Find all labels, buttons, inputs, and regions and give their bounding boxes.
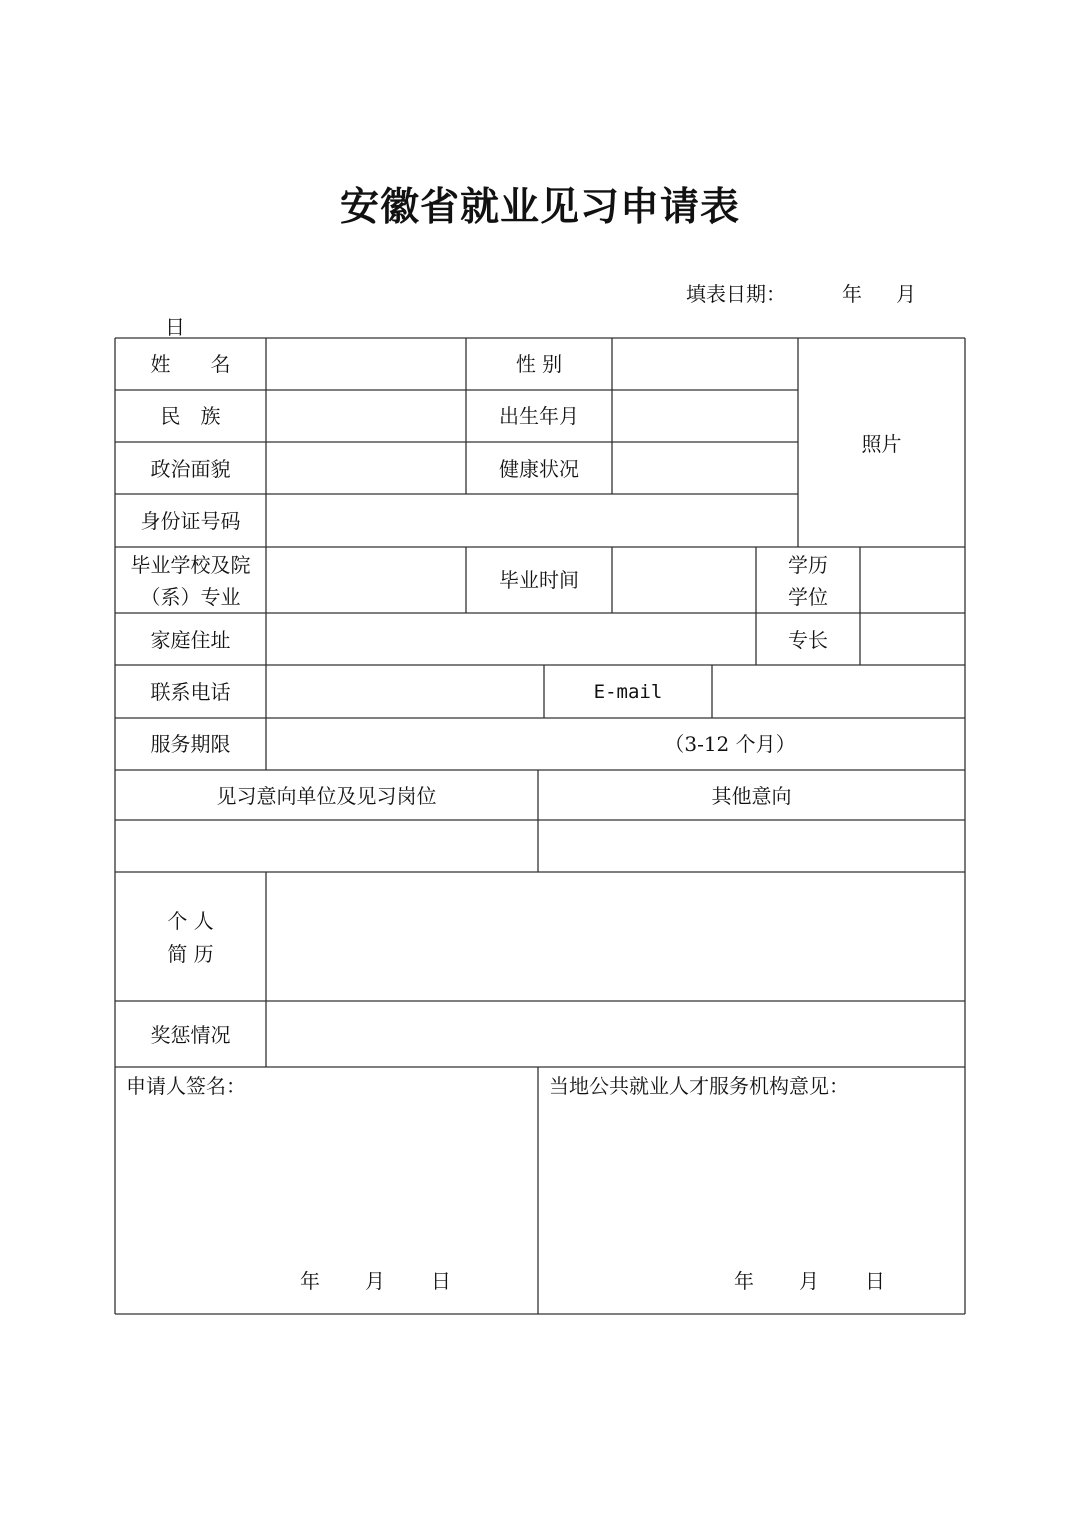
name-label: 姓 名: [150, 352, 231, 376]
phone-field[interactable]: [266, 665, 544, 718]
intent-unit-field[interactable]: [115, 820, 538, 872]
phone-label: 联系电话: [150, 680, 231, 704]
agency-sign-day: 日: [865, 1269, 885, 1293]
form-title: 安徽省就业见习申请表: [339, 185, 740, 230]
photo-area[interactable]: [798, 338, 965, 547]
service-period-field[interactable]: [266, 718, 656, 770]
email-label: E-mail: [593, 681, 663, 703]
agency-opinion-label: 当地公共就业人才服务机构意见：: [549, 1074, 849, 1098]
fill-date-label: 填表日期：: [686, 282, 786, 306]
applicant-sign-area[interactable]: [115, 1100, 538, 1260]
applicant-sign-label: 申请人签名：: [126, 1074, 246, 1098]
birth-label: 出生年月: [499, 404, 579, 428]
rewards-field[interactable]: [266, 1001, 965, 1067]
address-label: 家庭住址: [150, 628, 231, 652]
school-field[interactable]: [266, 547, 466, 613]
resume-label-line1: 个 人: [167, 909, 214, 933]
fill-date-year: 年: [842, 282, 862, 306]
agency-opinion-area[interactable]: [538, 1100, 965, 1260]
ethnicity-label: 民 族: [160, 404, 221, 428]
degree-label-line2: 学位: [788, 585, 828, 609]
fill-date-day: 日: [165, 315, 185, 339]
political-label: 政治面貌: [150, 457, 231, 481]
birth-field[interactable]: [612, 390, 798, 442]
school-label-line1: 毕业学校及院: [130, 553, 251, 577]
agency-sign-year: 年: [734, 1269, 754, 1293]
id-number-label: 身份证号码: [140, 509, 241, 533]
other-intent-field[interactable]: [538, 820, 965, 872]
degree-field[interactable]: [860, 547, 965, 613]
applicant-sign-month: 月: [365, 1269, 385, 1293]
gender-field[interactable]: [612, 338, 798, 390]
specialty-field[interactable]: [860, 613, 965, 665]
degree-label-line1: 学历: [788, 553, 828, 577]
health-field[interactable]: [612, 442, 798, 494]
political-field[interactable]: [266, 442, 466, 494]
resume-field[interactable]: [266, 872, 965, 1001]
rewards-label: 奖惩情况: [150, 1023, 231, 1047]
email-field[interactable]: [712, 665, 965, 718]
name-field[interactable]: [266, 338, 466, 390]
agency-sign-month: 月: [799, 1269, 819, 1293]
school-label-line2: （系）专业: [140, 585, 241, 609]
specialty-label: 专长: [788, 628, 828, 652]
photo-label: 照片: [861, 432, 902, 456]
id-number-field[interactable]: [266, 494, 798, 547]
resume-label-line2: 简 历: [167, 942, 214, 966]
grad-time-label: 毕业时间: [499, 568, 579, 592]
grad-time-field[interactable]: [612, 547, 756, 613]
service-period-label: 服务期限: [150, 732, 231, 756]
ethnicity-field[interactable]: [266, 390, 466, 442]
applicant-sign-day: 日: [431, 1269, 451, 1293]
intent-unit-label: 见习意向单位及见习岗位: [216, 784, 437, 808]
applicant-sign-year: 年: [300, 1269, 320, 1293]
health-label: 健康状况: [499, 457, 579, 481]
service-period-hint: （3-12 个月）: [664, 732, 796, 756]
address-field[interactable]: [266, 613, 756, 665]
fill-date-month: 月: [896, 282, 916, 306]
gender-label: 性 别: [515, 352, 563, 376]
other-intent-label: 其他意向: [711, 784, 792, 808]
